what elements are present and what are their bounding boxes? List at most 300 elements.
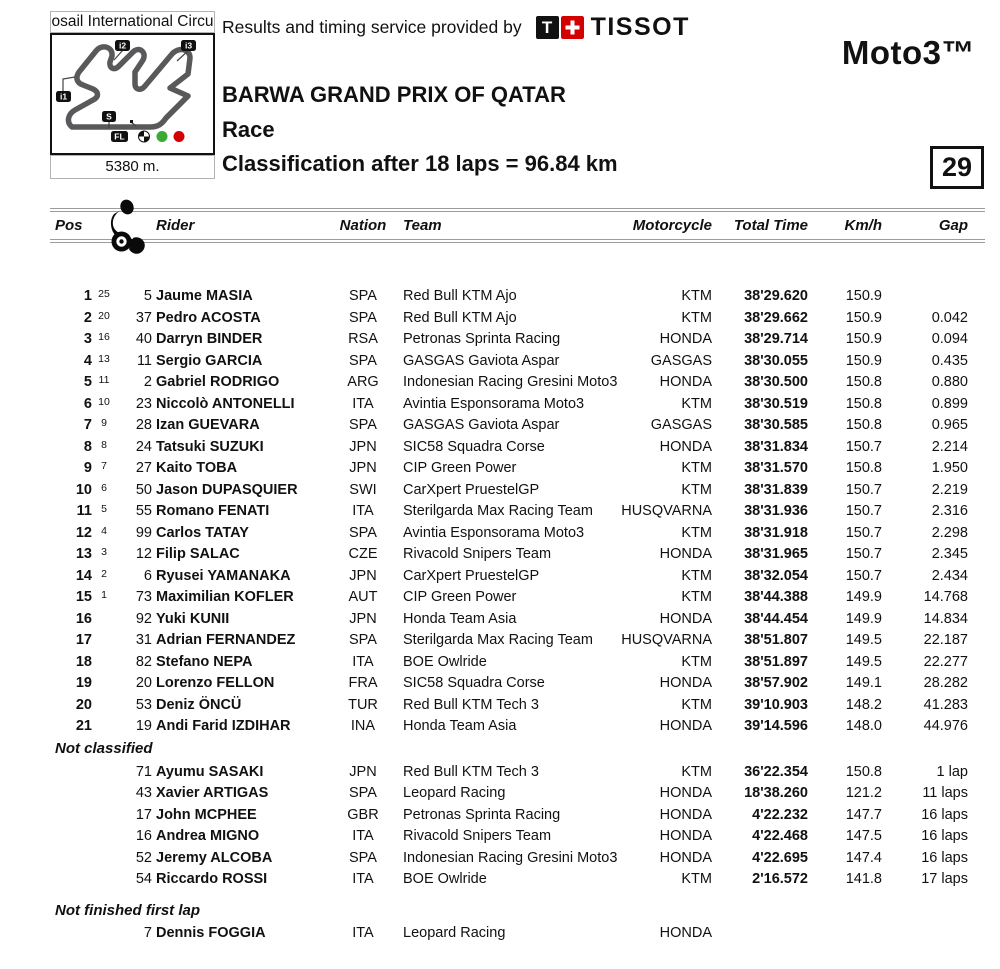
points-cell: 13 [98,352,110,365]
kmh-cell: 149.5 [845,653,882,670]
team-cell: Indonesian Racing Gresini Moto3 [403,374,618,390]
rider-name-cell: Jaume MASIA [156,288,253,304]
team-cell: Indonesian Racing Gresini Moto3 [403,849,618,866]
position-cell [50,762,92,784]
points-cell [92,609,116,631]
gap-cell: 14.768 [923,589,968,605]
team-cell: CIP Green Power [403,589,517,605]
circuit-name-label: osail International Circu [50,11,215,33]
result-row [50,783,985,805]
result-row [50,415,985,437]
gap-cell: 28.282 [923,675,968,691]
team-cell: Honda Team Asia [403,610,517,627]
result-row [50,923,985,945]
result-row [50,848,985,870]
total-time-cell: 38'32.054 [744,567,808,584]
motorcycle-cell: KTM [681,696,712,713]
motorcycle-cell: HONDA [659,675,712,691]
result-row [50,308,985,330]
gap-cell [882,286,968,308]
gap-cell: 17 laps [921,871,968,887]
result-row [50,869,985,891]
kmh-cell: 150.8 [845,417,882,433]
total-time-cell: 38'31.839 [744,481,808,498]
motorcycle-cell: KTM [681,567,712,584]
rider-number-cell: 19 [135,718,152,734]
rider-number-cell: 99 [135,524,152,541]
motorcycle-cell: HONDA [659,438,712,455]
kmh-cell: 149.9 [845,610,882,627]
kmh-cell: 149.1 [845,675,882,691]
classification-title: Classification after 18 laps = 96.84 km [222,151,618,176]
tissot-wordmark: TISSOT [590,12,690,41]
total-time-cell [712,923,808,945]
position-cell: 16 [75,610,92,627]
total-time-cell: 38'29.714 [744,331,808,347]
kmh-cell: 150.7 [845,503,882,519]
nation-cell: GBR [347,806,379,823]
position-cell: 20 [75,696,92,713]
nation-cell: SPA [349,632,377,648]
rider-name-cell: Ayumu SASAKI [156,763,264,780]
team-cell: Rivacold Snipers Team [403,546,552,562]
position-cell: 3 [83,331,92,347]
nation-cell: ITA [352,871,374,887]
points-cell: 25 [98,288,110,300]
total-time-cell: 4'22.695 [752,849,808,866]
checkered-flag-icon [139,131,150,142]
result-row [50,544,985,566]
team-cell: Red Bull KTM Ajo [403,288,517,304]
team-cell: GASGAS Gaviota Aspar [403,352,560,369]
rider-number-cell: 20 [135,675,152,691]
gap-cell: 2.298 [931,524,968,541]
marker-i1 [56,91,71,102]
kmh-cell: 147.4 [845,849,882,866]
points-cell [92,630,116,652]
total-time-cell: 38'30.585 [744,417,808,433]
nation-cell: SPA [349,524,377,541]
motorcycle-cell: KTM [681,871,712,887]
kmh-cell: 150.8 [845,395,882,412]
position-cell: 2 [83,309,92,326]
gap-cell: 0.899 [931,395,968,412]
nation-cell: AUT [348,589,378,605]
rider-number-cell: 16 [135,828,152,844]
position-cell: 5 [83,374,92,390]
motorcycle-cell: HUSQVARNA [621,503,712,519]
points-cell [92,652,116,674]
position-cell [50,805,92,827]
points-cell: 9 [101,417,107,429]
motorcycle-cell: HONDA [659,374,712,390]
position-cell: 17 [75,632,92,648]
rider-name-cell: Sergio GARCIA [156,352,263,369]
nation-cell: CZE [348,546,378,562]
gap-cell: 0.042 [931,309,968,326]
gap-cell: 22.277 [923,653,968,670]
team-cell: CarXpert PruestelGP [403,567,540,584]
rider-number-cell: 5 [143,288,152,304]
rider-number-cell: 73 [135,589,152,605]
rider-number-cell: 12 [135,546,152,562]
gap-cell: 16 laps [921,849,968,866]
kmh-cell: 148.0 [845,718,882,734]
col-header-kmh: Km/h [844,217,882,234]
not-finished-rows [50,923,985,945]
position-cell: 8 [83,438,92,455]
gap-cell: 0.965 [931,417,968,433]
gap-cell: 2.214 [931,438,968,455]
nation-cell: JPN [349,610,377,627]
motorcycle-cell: KTM [681,395,712,412]
rider-number-cell: 27 [135,460,152,476]
result-row [50,673,985,695]
position-cell: 7 [83,417,92,433]
result-row [50,351,985,373]
gap-cell: 1 lap [936,763,968,780]
marker-line-i1 [63,77,75,91]
kmh-cell: 150.9 [845,352,882,369]
total-time-cell: 4'22.232 [752,806,808,823]
total-time-cell: 38'29.662 [744,309,808,326]
motorcycle-cell: KTM [681,460,712,476]
rider-number-cell: 50 [135,481,152,498]
position-cell [50,848,92,870]
team-cell: Honda Team Asia [403,718,517,734]
motorcycle-cell: GASGAS [650,417,712,433]
col-header-nation: Nation [339,217,387,234]
position-cell: 9 [83,460,92,476]
result-row [50,286,985,308]
points-cell [92,805,116,827]
nation-cell: SPA [349,417,377,433]
total-time-cell: 4'22.468 [752,828,808,844]
kmh-cell: 150.8 [845,374,882,390]
total-time-cell: 38'29.620 [744,288,808,304]
col-header-motorcycle: Motorcycle [632,217,712,234]
rider-number-cell: 24 [135,438,152,455]
team-cell: Leopard Racing [403,924,506,941]
rider-number-cell: 71 [135,763,152,780]
total-time-cell: 38'31.570 [744,460,808,476]
position-cell: 11 [76,503,92,519]
page-number: 29 [930,146,984,189]
result-row [50,329,985,351]
rider-name-cell: Andi Farid IZDIHAR [156,718,291,734]
nation-cell: SWI [349,481,377,498]
position-cell: 12 [75,524,92,541]
total-time-cell: 38'44.388 [744,589,808,605]
provided-by-text: Results and timing service provided by [222,16,522,37]
gap-cell: 14.834 [923,610,968,627]
team-cell: Sterilgarda Max Racing Team [403,503,593,519]
points-cell: 16 [98,331,110,343]
circuit-track-svg [52,35,213,153]
result-row [50,458,985,480]
result-row [50,394,985,416]
points-cell: 10 [98,395,110,408]
kmh-cell: 150.9 [845,288,882,304]
rider-name-cell: Tatsuki SUZUKI [156,438,264,455]
team-cell: BOE Owlride [403,653,487,670]
gap-cell: 16 laps [921,806,968,823]
rider-name-cell: Carlos TATAY [156,524,249,541]
points-cell [92,673,116,695]
nation-cell: JPN [349,567,377,584]
rider-name-cell: Kaito TOBA [156,460,238,476]
kmh-cell: 147.5 [845,828,882,844]
rider-name-cell: John MCPHEE [156,806,257,823]
svg-text:FL: FL [114,131,125,142]
classified-rows [50,286,985,738]
team-cell: Avintia Esponsorama Moto3 [403,395,585,412]
rider-number-cell: 28 [135,417,152,433]
position-cell: 21 [75,718,92,734]
team-cell: CIP Green Power [403,460,517,476]
motorcycle-cell: HONDA [659,546,712,562]
marker-finish-line [111,131,128,142]
table-header [50,208,985,243]
rider-number-cell: 6 [143,567,152,584]
team-cell: Petronas Sprinta Racing [403,331,561,347]
rider-name-cell: Filip SALAC [156,546,240,562]
position-cell: 1 [83,288,92,304]
col-header-gap: Gap [938,217,968,234]
gap-cell: 2.434 [931,567,968,584]
rider-number-cell: 43 [135,785,152,801]
tissot-logo [536,13,690,42]
nation-cell: JPN [349,763,377,780]
total-time-cell: 38'51.897 [744,653,808,670]
team-cell: GASGAS Gaviota Aspar [403,417,560,433]
points-cell: 11 [98,374,110,386]
motorcycle-cell: HONDA [659,331,712,347]
result-row [50,480,985,502]
team-cell: Sterilgarda Max Racing Team [403,632,593,648]
total-time-cell: 38'51.807 [744,632,808,648]
position-cell [50,783,92,805]
motorcycle-cell: KTM [681,589,712,605]
points-cell [92,762,116,784]
kmh-cell: 150.9 [845,309,882,326]
provided-by-line [222,12,690,42]
result-row [50,805,985,827]
rider-name-cell: Pedro ACOSTA [156,309,261,326]
gap-cell: 2.345 [931,546,968,562]
kmh-cell: 141.8 [845,871,882,887]
team-cell: Leopard Racing [403,785,506,801]
total-time-cell: 38'31.834 [744,438,808,455]
rider-name-cell: Jason DUPASQUIER [156,481,298,498]
result-row [50,566,985,588]
track-outline [68,47,190,127]
marker-i2 [115,40,130,51]
nation-cell: INA [350,718,376,734]
result-row [50,523,985,545]
motorcycle-cell: KTM [681,524,712,541]
nation-cell: JPN [349,460,377,476]
rider-name-cell: Niccolò ANTONELLI [156,395,295,412]
position-cell: 15 [75,589,92,605]
team-cell: Avintia Esponsorama Moto3 [403,524,585,541]
col-header-team: Team [403,217,442,234]
gap-cell: 0.880 [931,374,968,390]
nation-cell: ITA [352,828,374,844]
position-cell: 19 [75,675,92,691]
motorcycle-cell: KTM [681,288,712,304]
points-cell: 8 [101,438,107,451]
motorcycle-cell: KTM [681,481,712,498]
team-cell: CarXpert PruestelGP [403,481,540,498]
position-cell [50,923,92,945]
gap-cell: 0.435 [931,352,968,369]
svg-text:i3: i3 [184,40,193,51]
kmh-cell: 150.7 [845,438,882,455]
position-cell [50,869,92,891]
kmh-cell: 148.2 [845,696,882,713]
rider-number-cell: 53 [135,696,152,713]
rider-name-cell: Xavier ARTIGAS [156,785,269,801]
team-cell: Red Bull KTM Tech 3 [403,763,539,780]
nation-cell: SPA [349,785,377,801]
nation-cell: RSA [348,331,378,347]
total-time-cell: 38'31.965 [744,546,808,562]
gap-cell: 11 laps [922,785,968,801]
motorcycle-cell: HONDA [659,785,712,801]
event-title: BARWA GRAND PRIX OF QATAR [222,82,566,107]
rider-name-cell: Lorenzo FELLON [156,675,275,691]
gap-cell: 44.976 [923,718,968,734]
team-cell: SIC58 Squadra Corse [403,438,545,455]
header-bottom-rule [50,239,985,243]
rider-number-cell: 37 [135,309,152,326]
points-cell: 7 [101,460,107,472]
kmh-cell: 149.9 [845,589,882,605]
nation-cell: ITA [352,503,374,519]
circuit-map [50,33,215,155]
class-title: Moto3™ [841,34,975,71]
session-title: Race [222,117,275,142]
motorcycle-cell: HONDA [659,806,712,823]
points-cell [92,783,116,805]
gap-cell [882,923,968,945]
svg-text:i1: i1 [59,91,68,102]
rider-number-cell: 92 [135,610,152,627]
position-cell: 6 [83,395,92,412]
motorcycle-cell: HONDA [659,849,712,866]
gap-cell: 1.950 [931,460,968,476]
svg-text:i2: i2 [118,40,127,51]
points-cell [92,716,116,738]
start-line-mark [130,120,133,123]
rider-name-cell: Riccardo ROSSI [156,871,268,887]
total-time-cell: 18'38.260 [744,785,808,801]
kmh-cell: 147.7 [845,806,882,823]
rider-name-cell: Jeremy ALCOBA [156,849,273,866]
total-time-cell: 38'44.454 [744,610,808,627]
rider-name-cell: Ryusei YAMANAKA [156,567,291,584]
total-time-cell: 38'31.918 [744,524,808,541]
rider-number-cell: 2 [143,374,152,390]
result-row [50,652,985,674]
nation-cell: FRA [348,675,378,691]
rider-number-cell: 23 [135,395,152,412]
kmh-cell: 150.7 [845,481,882,498]
rider-name-cell: Andrea MIGNO [156,828,260,844]
result-row [50,609,985,631]
result-row [50,501,985,523]
kmh-cell: 149.5 [845,632,882,648]
position-cell: 4 [83,352,92,369]
points-cell: 1 [101,589,107,601]
nation-cell: JPN [349,438,377,455]
total-time-cell: 39'10.903 [744,696,808,713]
result-row [50,695,985,717]
rider-number-cell: 17 [135,806,152,823]
team-cell: Petronas Sprinta Racing [403,806,561,823]
total-time-cell: 38'30.500 [744,374,808,390]
points-cell [92,695,116,717]
nation-cell: ITA [352,653,374,670]
nation-cell: ARG [347,374,379,390]
col-header-rider: Rider [156,217,195,234]
team-cell: Rivacold Snipers Team [403,828,552,844]
rider-name-cell: Stefano NEPA [156,653,253,670]
not-finished-label: Not finished first lap [55,901,201,919]
result-row [50,716,985,738]
rider-number-cell: 11 [136,352,152,369]
motorcycle-cell: KTM [681,763,712,780]
motorcycle-cell: HONDA [659,924,712,941]
total-time-cell: 2'16.572 [752,871,808,887]
gap-cell: 41.283 [923,696,968,713]
motorcycle-cell: HONDA [659,718,712,734]
swiss-cross-icon [561,16,584,39]
nation-cell: SPA [349,352,377,369]
motorcycle-cell: KTM [681,309,712,326]
rider-name-cell: Romano FENATI [156,503,270,519]
points-cell: 3 [101,546,107,558]
position-cell: 14 [75,567,92,584]
total-time-cell: 38'30.055 [744,352,808,369]
result-row [50,587,985,609]
rider-number-cell: 55 [135,503,152,519]
rider-name-cell: Izan GUEVARA [156,417,260,433]
total-time-cell: 39'14.596 [744,718,808,734]
col-header-pos: Pos [55,217,83,234]
circuit-length: 5380 m. [50,155,215,179]
result-row [50,372,985,394]
gap-cell: 2.219 [931,481,968,498]
points-cell [92,869,116,891]
kmh-cell: 150.7 [845,567,882,584]
position-cell: 10 [75,481,92,498]
gap-cell: 0.094 [931,331,968,347]
nation-cell: SPA [349,849,377,866]
points-cell: 20 [98,309,110,322]
rider-number-cell: 54 [135,871,152,887]
kmh-cell: 121.2 [845,785,882,801]
motorcycle-cell: HONDA [659,828,712,844]
team-cell: Red Bull KTM Tech 3 [403,696,539,713]
kmh-cell: 150.7 [845,546,882,562]
motorcycle-cell: KTM [681,653,712,670]
rider-number-cell: 82 [135,653,152,670]
motorcycle-cell: GASGAS [650,352,712,369]
rider-name-cell: Adrian FERNANDEZ [156,632,296,648]
nation-cell: SPA [349,288,377,304]
